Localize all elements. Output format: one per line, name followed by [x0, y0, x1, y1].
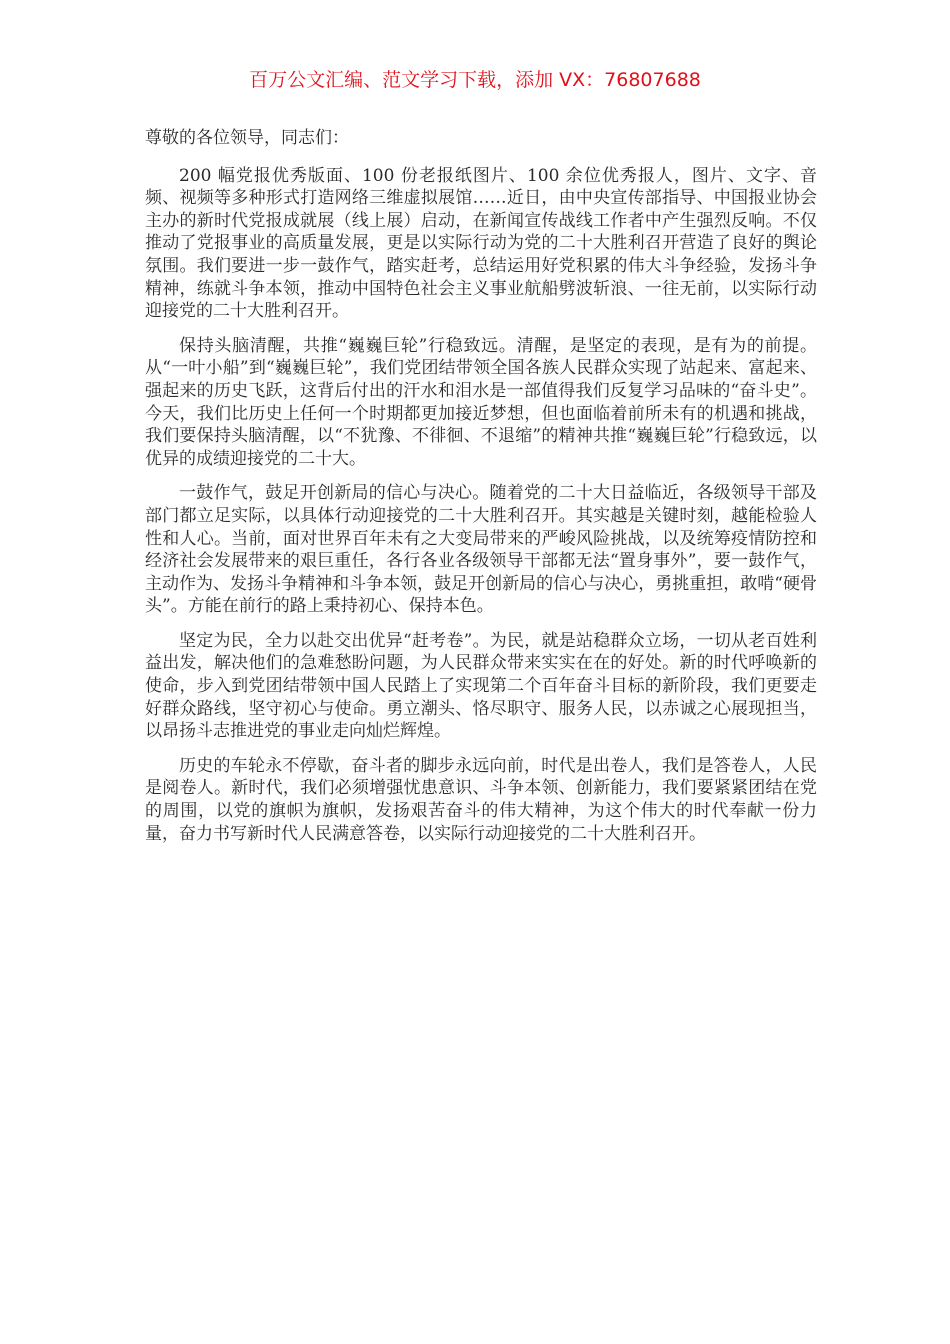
greeting: 尊敬的各位领导，同志们： — [145, 128, 349, 148]
paragraph-momentum: 一鼓作气，鼓足开创新局的信心与决心。随着党的二十大日益临近，各级领导干部及部门都立足实际，以具体行动迎接党的二十大胜利召开。其实越是关键时刻，越能检验人性和人心。当前，面对世界百年未有之大变局带来的严峻风险挑战，以及统筹疫情防控和经济社会发展带来的艰巨重任，各行各业各级领导干部都无法“置身事外”，要一鼓作气，主动作为、发扬斗争精神和斗争本领，鼓足开创新局的信心与决心，勇挑重担，敢啃“硬骨头”。方能在前行的路上秉持初心、保持本色。 — [145, 483, 817, 617]
download-banner: 百万公文汇编、范文学习下载，添加 VX：76807688 — [249, 69, 701, 91]
paragraph-intro: 200 幅党报优秀版面、100 份老报纸图片、100 余位优秀报人，图片、文字、音频、视频等多种形式打造网络三维虚拟展馆……近日，由中央宣传部指导、中国报业协会主办的新时代党报成就展（线上展）启动，在新闻宣传战线工作者中产生强烈反响。不仅推动了党报事业的高质量发展，更是以实际行动为党的二十大胜利召开营造了良好的舆论氛围。我们要进一步一鼓作气，踏实赶考，总结运用好党积累的伟大斗争经验，发扬斗争精神，练就斗争本领，推动中国特色社会主义事业航船劈波斩浪、一往无前，以实际行动迎接党的二十大胜利召开。 — [145, 165, 817, 322]
speech-body — [145, 127, 817, 857]
paragraph-serve-people: 坚定为民，全力以赴交出优异“赶考卷”。为民，就是站稳群众立场，一切从老百姓利益出发，解决他们的急难愁盼问题，为人民群众带来实实在在的好处。新的时代呼唤新的使命，步入到党团结带领中国人民踏上了实现第二个百年奋斗目标的新阶段，我们更要走好群众路线，坚守初心与使命。勇立潮头、恪尽职守、服务人民，以赤诚之心展现担当，以昂扬斗志推进党的事业走向灿烂辉煌。 — [145, 630, 817, 742]
paragraph-clear-mind: 保持头脑清醒，共推“巍巍巨轮”行稳致远。清醒，是坚定的表现，是有为的前提。从“一叶小船”到“巍巍巨轮”，我们党团结带领全国各族人民群众实现了站起来、富起来、强起来的历史飞跃，这背后付出的汗水和泪水是一部值得我们反复学习品味的“奋斗史”。今天，我们比历史上任何一个时期都更加接近梦想，但也面临着前所未有的机遇和挑战，我们要保持头脑清醒，以“不犹豫、不徘徊、不退缩”的精神共推“巍巍巨轮”行稳致远，以优异的成绩迎接党的二十大。 — [145, 335, 817, 469]
paragraph-conclusion: 历史的车轮永不停歇，奋斗者的脚步永远向前，时代是出卷人，我们是答卷人，人民是阅卷人。新时代，我们必须增强忧患意识、斗争本领、创新能力，我们要紧紧团结在党的周围，以党的旗帜为旗帜，发扬艰苦奋斗的伟大精神，为这个伟大的时代奉献一份力量，奋力书写新时代人民满意答卷，以实际行动迎接党的二十大胜利召开。 — [145, 755, 817, 844]
